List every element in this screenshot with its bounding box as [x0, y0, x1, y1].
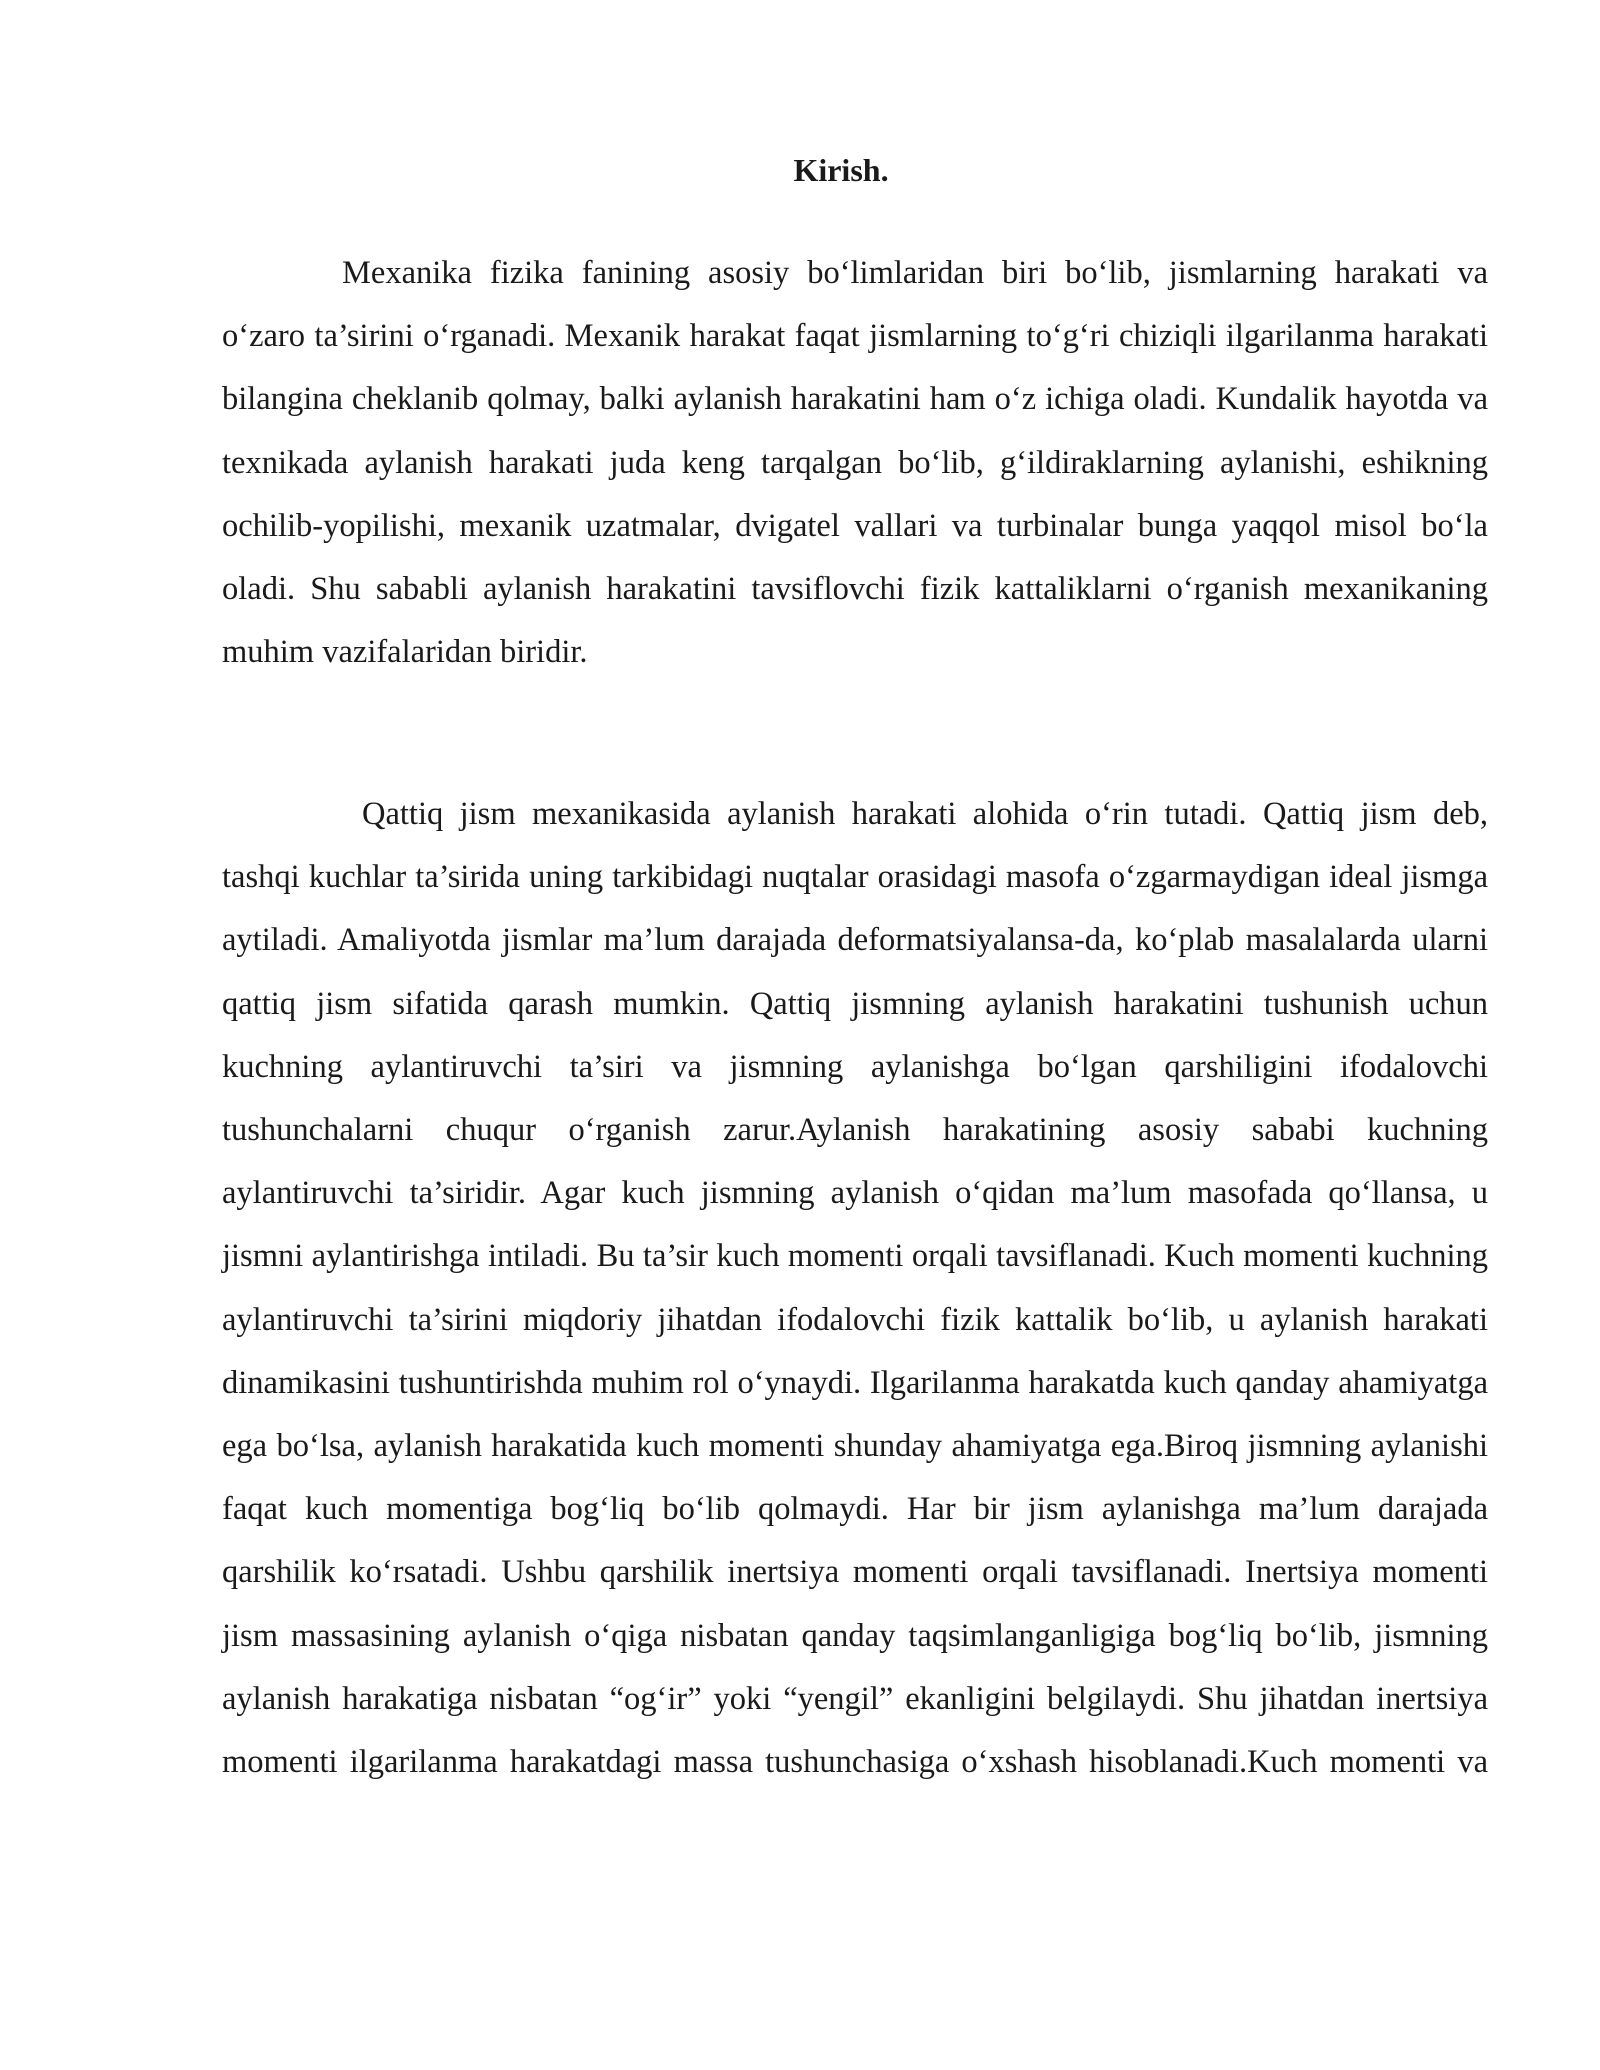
paragraph-intro: Mexanika fizika fanining asosiy bo‘limlaridan biri bo‘lib, jismlarning harakati va o‘zaro ta’sirini o‘rganadi. Mexanik harakat faqat jismlarning to‘g‘ri chiziqli ilgarilanma harakati bilangina cheklanib qolmay, balki aylanish harakatini ham o‘z ichiga oladi. Kundalik hayotda va texnikada aylanish harakati juda keng tarqalgan bo‘lib, g‘ildiraklarning aylanishi, eshikning ochilib-yopilishi, mexanik uzatmalar, dvigatel vallari va turbinalar bunga yaqqol misol bo‘la oladi. Shu sababli aylanish harakatini tavsiflovchi fizik kattaliklarni o‘rganish mexanikaning muhim vazifalaridan biridir.: [222, 255, 1488, 671]
paragraph-rigid-body: Qattiq jism mexanikasida aylanish harakati alohida o‘rin tutadi. Qattiq jism deb, tashqi kuchlar ta’sirida uning tarkibidagi nuqtalar orasidagi masofa o‘zgarmaydigan ideal jismga aytiladi. Amaliyotda jismlar ma’lum darajada deformatsiyalansa-da, ko‘plab masalalarda ularni qattiq jism sifatida qarash mumkin. Qattiq jismning aylanish harakatini tushunish uchun kuchning aylantiruvchi ta’siri va jismning aylanishga bo‘lgan qarshiligini ifodalovchi tushunchalarni chuqur o‘rganish zarur.Aylanish harakatining asosiy sababi kuchning aylantiruvchi ta’siridir. Agar kuch jismning aylanish o‘qidan ma’lum masofada qo‘llansa, u jismni aylantirishga intiladi. Bu ta’sir kuch momenti orqali tavsiflanadi. Kuch momenti kuchning aylantiruvchi ta’sirini miqdoriy jihatdan ifodalovchi fizik kattalik bo‘lib, u aylanish harakati dinamikasini tushuntirishda muhim rol o‘ynaydi. Ilgarilanma harakatda kuch qanday ahamiyatga ega bo‘lsa, aylanish harakatida kuch momenti shunday ahamiyatga ega.Biroq jismning aylanishi faqat kuch momentiga bog‘liq bo‘lib qolmaydi. Har bir jism aylanishga ma’lum darajada qarshilik ko‘rsatadi. Ushbu qarshilik inertsiya momenti orqali tavsiflanadi. Inertsiya momenti jism massasining aylanish o‘qiga nisbatan qanday taqsimlanganligiga bog‘liq bo‘lib, jismning aylanish harakatiga nisbatan “og‘ir” yoki “yengil” ekanligini belgilaydi. Shu jihatdan inertsiya momenti ilgarilanma harakatdagi massa tushunchasiga o‘xshash hisoblanadi.Kuch momenti va: [222, 796, 1488, 1781]
page-title: Kirish.: [793, 152, 889, 188]
